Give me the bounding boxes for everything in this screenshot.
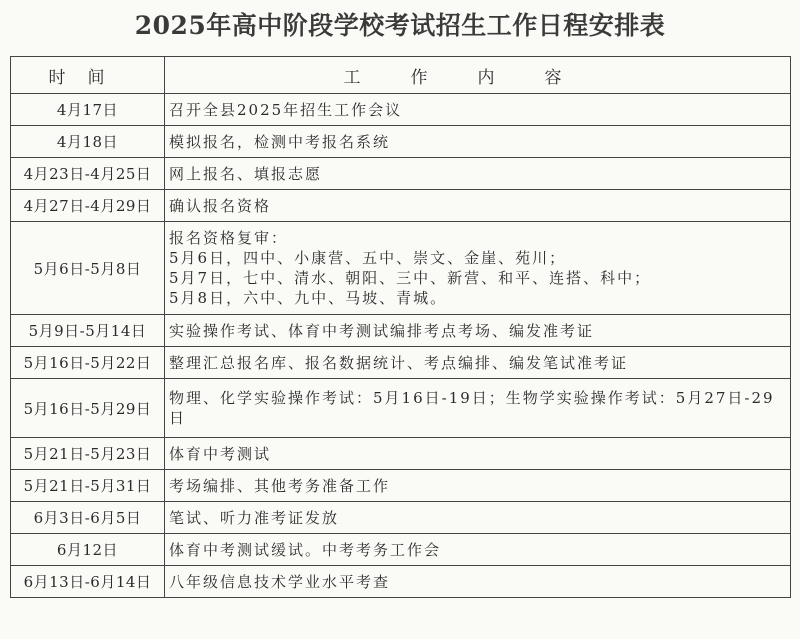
row-content <box>165 126 791 158</box>
schedule-table <box>10 56 791 598</box>
row-content <box>165 315 791 347</box>
row-content-line: 八年级信息技术学业水平考查 <box>169 572 391 591</box>
row-content <box>165 158 791 190</box>
table-row <box>11 379 791 438</box>
table-row <box>11 315 791 347</box>
row-time: 5月21日-5月23日 <box>11 438 165 470</box>
row-content-line: 考场编排、其他考务准备工作 <box>169 476 391 495</box>
row-content <box>165 379 791 438</box>
row-time: 4月18日 <box>11 126 165 158</box>
row-time: 5月16日-5月29日 <box>11 379 165 438</box>
row-content <box>165 566 791 598</box>
row-time: 5月16日-5月22日 <box>11 347 165 379</box>
row-content-line: 确认报名资格 <box>169 196 272 215</box>
table-row <box>11 502 791 534</box>
row-content-line: 网上报名、填报志愿 <box>169 164 323 183</box>
row-content-line: 5月7日，七中、清水、朝阳、三中、新营、和平、连搭、科中； <box>169 269 652 287</box>
table-row <box>11 347 791 379</box>
row-content <box>165 470 791 502</box>
header-content: 工作内容 <box>165 57 791 94</box>
row-content-line: 整理汇总报名库、报名数据统计、考点编排、编发笔试准考证 <box>169 353 629 372</box>
table-row <box>11 470 791 502</box>
table-row <box>11 566 791 598</box>
row-time: 4月17日 <box>11 94 165 126</box>
row-time: 5月9日-5月14日 <box>11 315 165 347</box>
table-row <box>11 438 791 470</box>
row-content <box>165 438 791 470</box>
row-time: 6月3日-6月5日 <box>11 502 165 534</box>
table-row <box>11 534 791 566</box>
row-content-line: 实验操作考试、体育中考测试编排考点考场、编发准考证 <box>169 321 595 340</box>
table-row <box>11 126 791 158</box>
row-content-line: 报名资格复审： <box>169 229 289 247</box>
page-title: 2025年高中阶段学校考试招生工作日程安排表 <box>134 11 666 40</box>
row-content-line: 召开全县2025年招生工作会议 <box>169 100 403 119</box>
header-row <box>11 57 791 94</box>
table-row <box>11 158 791 190</box>
row-content-line: 5月6日，四中、小康营、五中、崇文、金崖、苑川； <box>169 249 567 267</box>
row-content <box>165 94 791 126</box>
row-content <box>165 347 791 379</box>
row-time: 4月23日-4月25日 <box>11 158 165 190</box>
table-row <box>11 190 791 222</box>
row-content <box>165 222 791 315</box>
row-content-line: 笔试、听力准考证发放 <box>169 508 340 527</box>
row-content-line: 模拟报名，检测中考报名系统 <box>169 132 391 151</box>
row-content-line: 体育中考测试 <box>169 444 272 463</box>
row-content-line: 物理、化学实验操作考试：5月16日-19日；生物学实验操作考试：5月27日-29日 <box>169 389 775 427</box>
row-time: 5月6日-5月8日 <box>11 222 165 315</box>
table-row <box>11 222 791 315</box>
row-time: 4月27日-4月29日 <box>11 190 165 222</box>
table-row <box>11 94 791 126</box>
row-content <box>165 190 791 222</box>
row-content <box>165 502 791 534</box>
row-time: 5月21日-5月31日 <box>11 470 165 502</box>
header-time: 时间 <box>11 57 165 94</box>
row-time: 6月12日 <box>11 534 165 566</box>
row-time: 6月13日-6月14日 <box>11 566 165 598</box>
row-content-line: 5月8日，六中、九中、马坡、青城。 <box>169 289 448 307</box>
row-content <box>165 534 791 566</box>
row-content-line: 体育中考测试缓试。中考考务工作会 <box>169 540 442 559</box>
